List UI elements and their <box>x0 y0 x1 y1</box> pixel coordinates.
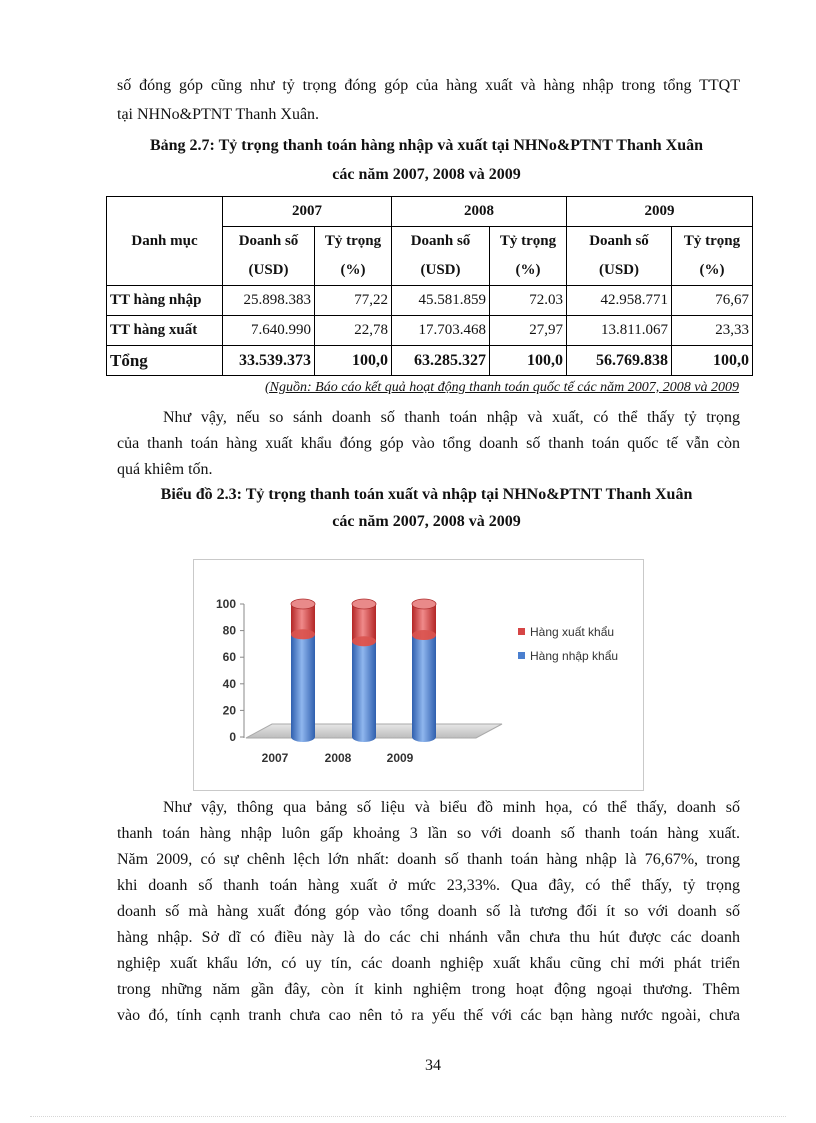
share-header-2008: Tỷ trọng <box>490 227 567 257</box>
bar-import-2008 <box>352 641 376 742</box>
y-tick-label: 0 <box>229 730 236 744</box>
source-note: (Nguồn: Báo cáo kết quả hoạt động thanh toán quốc tế các năm 2007, 2008 và 2009 <box>265 380 739 395</box>
chart-frame <box>193 559 644 791</box>
bar-top-cap-2007 <box>291 599 315 609</box>
cell-value: 22,78 <box>315 316 392 346</box>
bar-split-cap-2008 <box>352 636 376 646</box>
x-tick-label: 2007 <box>261 751 289 765</box>
cell-value: 56.769.838 <box>567 346 672 376</box>
legend-swatch <box>518 652 525 659</box>
share-header-2009: Tỷ trọng <box>672 227 753 257</box>
revenue-header-2008: Doanh số <box>392 227 490 257</box>
row-label: TT hàng xuất <box>107 316 223 346</box>
intro-line-1: số đóng góp cũng như tỷ trọng đóng góp của hàng xuất và hàng nhập trong tổng TTQT <box>117 77 740 94</box>
revenue-unit-2007: (USD) <box>223 256 315 286</box>
revenue-header-2009: Doanh số <box>567 227 672 257</box>
category-header: Danh mục <box>107 227 223 257</box>
row-label: TT hàng nhập <box>107 286 223 316</box>
y-tick-label: 60 <box>222 650 236 665</box>
stacked-cylinder-chart <box>194 560 643 790</box>
bar-import-2007 <box>291 634 315 742</box>
cell-value: 76,67 <box>672 286 753 316</box>
legend-label: Hàng xuất khẩu <box>530 625 615 639</box>
payment-share-table <box>106 196 753 376</box>
para3-line-2: thanh toán hàng nhập luôn gấp khoảng 3 lần so với doanh số thanh toán hàng xuất. <box>117 825 740 842</box>
category-header-bottom <box>107 256 223 286</box>
cell-value: 45.581.859 <box>392 286 490 316</box>
cell-value: 42.958.771 <box>567 286 672 316</box>
cell-value: 33.539.373 <box>223 346 315 376</box>
para2-line-3: quá khiêm tốn. <box>117 461 213 478</box>
para3-line-7: nghiệp xuất khẩu lớn, có uy tín, các doanh nghiệp xuất khẩu cũng chỉ mới phát triển <box>117 955 740 972</box>
x-tick-label: 2009 <box>386 751 414 765</box>
cell-value: 7.640.990 <box>223 316 315 346</box>
x-tick-label: 2008 <box>324 751 352 765</box>
cell-value: 13.811.067 <box>567 316 672 346</box>
year-header-2007: 2007 <box>223 197 392 227</box>
share-unit-2007: (%) <box>315 256 392 286</box>
table-caption-line-2: các năm 2007, 2008 và 2009 <box>332 166 521 183</box>
bar-top-cap-2009 <box>412 599 436 609</box>
cell-value: 100,0 <box>315 346 392 376</box>
para3-line-9: vào đó, tính cạnh tranh chưa cao nên tỏ ra yếu thế với các bạn hàng nước ngoài, chưa <box>117 1007 740 1024</box>
table-row <box>107 316 753 346</box>
revenue-unit-2008: (USD) <box>392 256 490 286</box>
intro-line-2: tại NHNo&PTNT Thanh Xuân. <box>117 106 320 123</box>
bar-split-cap-2009 <box>412 630 436 640</box>
cell-value: 17.703.468 <box>392 316 490 346</box>
year-header-2009: 2009 <box>567 197 753 227</box>
cell-value: 27,97 <box>490 316 567 346</box>
y-tick-label: 100 <box>215 597 236 611</box>
cell-value: 25.898.383 <box>223 286 315 316</box>
legend-swatch <box>518 628 525 635</box>
y-tick-label: 20 <box>222 703 236 718</box>
cell-value: 100,0 <box>672 346 753 376</box>
share-header-2007: Tỷ trọng <box>315 227 392 257</box>
bar-import-2009 <box>412 635 436 742</box>
cell-value: 77,22 <box>315 286 392 316</box>
revenue-unit-2009: (USD) <box>567 256 672 286</box>
para3-line-5: doanh số mà hàng xuất đóng góp vào tổng doanh số là tương đối ít so với doanh số <box>117 903 740 920</box>
category-header-cell <box>107 197 223 227</box>
table-row <box>107 286 753 316</box>
share-unit-2008: (%) <box>490 256 567 286</box>
para3-line-6: hàng nhập. Sở dĩ có điều này là do các chi nhánh vẫn chưa thu hút được các doanh <box>117 929 740 946</box>
year-header-2008: 2008 <box>392 197 567 227</box>
page-divider <box>30 1116 786 1117</box>
para2-line-1: Như vậy, nếu so sánh doanh số thanh toán nhập và xuất, có thể thấy tỷ trọng <box>163 409 740 426</box>
para3-line-1: Như vậy, thông qua bảng số liệu và biểu đồ minh họa, có thể thấy, doanh số <box>163 799 740 816</box>
chart-caption-line-2: các năm 2007, 2008 và 2009 <box>332 513 521 530</box>
cell-value: 23,33 <box>672 316 753 346</box>
legend-label: Hàng nhập khẩu <box>530 649 619 663</box>
cell-value: 72.03 <box>490 286 567 316</box>
bar-split-cap-2007 <box>291 629 315 639</box>
page-number: 34 <box>425 1057 441 1074</box>
cell-value: 100,0 <box>490 346 567 376</box>
share-unit-2009: (%) <box>672 256 753 286</box>
table-row-total <box>107 346 753 376</box>
table-caption-line-1: Bảng 2.7: Tỷ trọng thanh toán hàng nhập và xuất tại NHNo&PTNT Thanh Xuân <box>149 137 704 154</box>
para3-line-4: khi doanh số thanh toán hàng xuất ở mức 23,33%. Qua đây, có thể thấy, tỷ trọng <box>117 877 740 894</box>
cell-value: 63.285.327 <box>392 346 490 376</box>
bar-top-cap-2008 <box>352 599 376 609</box>
para3-line-8: trong những năm gần đây, còn ít kinh nghiệm trong hoạt động ngoại thương. Thêm <box>117 981 740 998</box>
para3-line-3: Năm 2009, có sự chênh lệch lớn nhất: doanh số thanh toán hàng nhập là 76,67%, trong <box>117 851 740 868</box>
para2-line-2: của thanh toán hàng xuất khẩu đóng góp vào tổng doanh số thanh toán quốc tế vẫn còn <box>117 435 740 452</box>
chart-caption-line-1: Biểu đồ 2.3: Tỷ trọng thanh toán xuất và nhập tại NHNo&PTNT Thanh Xuân <box>160 486 693 503</box>
revenue-header-2007: Doanh số <box>223 227 315 257</box>
y-tick-label: 40 <box>222 676 236 691</box>
row-label: Tổng <box>107 346 223 376</box>
y-tick-label: 80 <box>222 623 236 638</box>
